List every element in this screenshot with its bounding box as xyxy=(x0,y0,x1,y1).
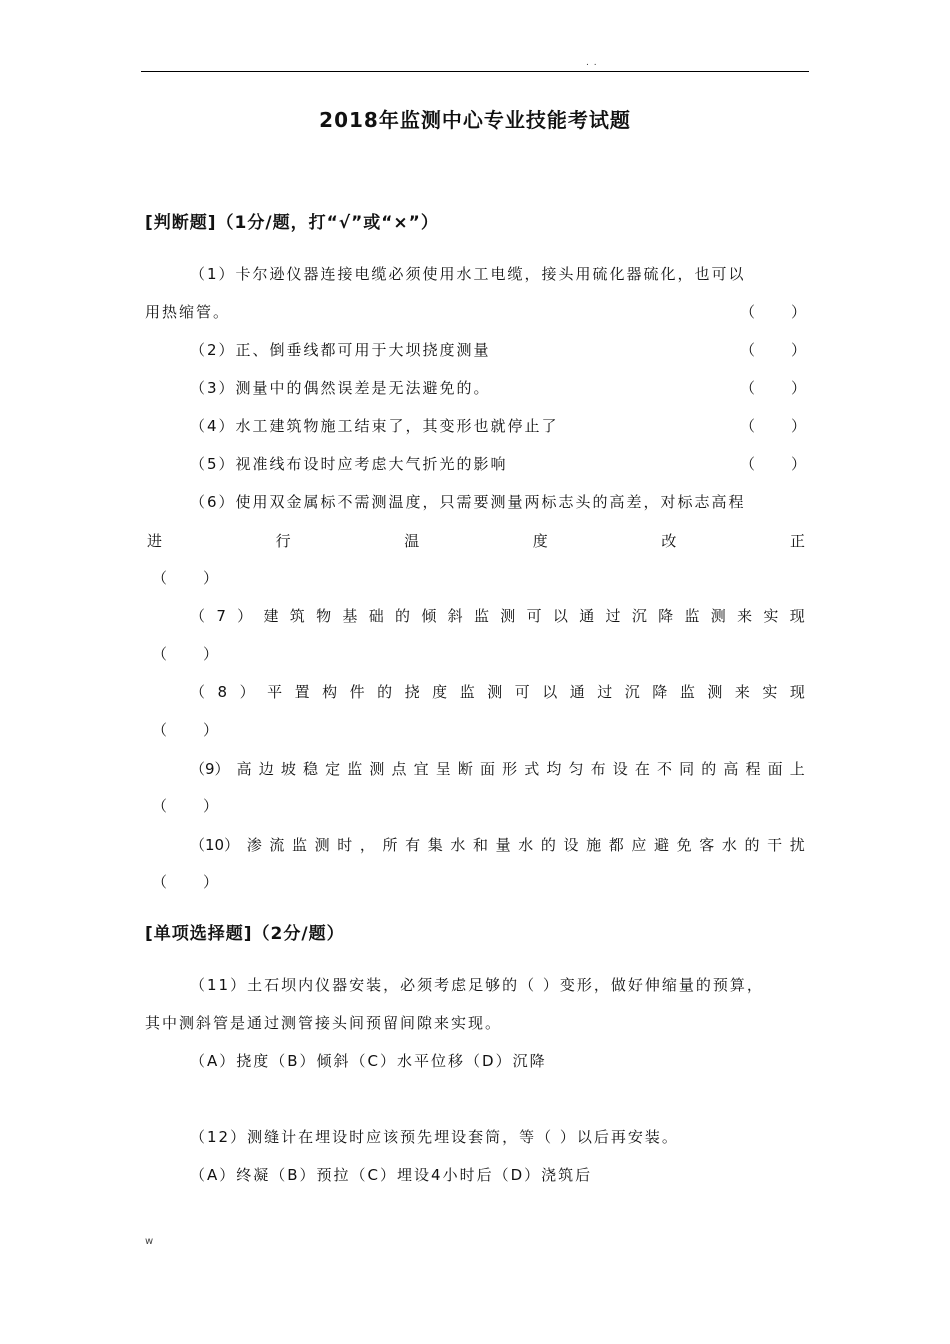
q8-char: 监 xyxy=(679,683,695,701)
q9-char: （9） xyxy=(190,760,230,778)
q10-char: （10） xyxy=(190,836,240,854)
q10-char: 有 xyxy=(405,836,421,854)
question-12: （12）测缝计在埋设时应该预先埋设套筒，等（ ）以后再安装。 xyxy=(190,1128,679,1146)
q7-char: 沉 xyxy=(631,607,647,625)
q10-char: 时 xyxy=(337,836,353,854)
q10-char: 水 xyxy=(450,836,466,854)
q8-char: 监 xyxy=(459,683,475,701)
answer-blank-q10 xyxy=(152,872,218,892)
q9-char: 设 xyxy=(612,760,628,778)
q10-char: 免 xyxy=(676,836,692,854)
q10-char: 和 xyxy=(472,836,488,854)
question-7 xyxy=(190,606,805,626)
paren-close: ） xyxy=(202,721,218,739)
q7-char: 础 xyxy=(368,607,384,625)
paren-open: （ xyxy=(740,379,756,397)
q7-char: 斜 xyxy=(447,607,463,625)
paren-open: （ xyxy=(740,341,756,359)
q10-char: 量 xyxy=(495,836,511,854)
q7-char: 现 xyxy=(789,607,805,625)
q8-char: 通 xyxy=(569,683,585,701)
q8-char: 现 xyxy=(789,683,805,701)
q9-char: 断 xyxy=(457,760,473,778)
q7-char: 监 xyxy=(473,607,489,625)
paren-close: ） xyxy=(202,645,218,663)
q9-char: 匀 xyxy=(568,760,584,778)
q7-char: 物 xyxy=(316,607,332,625)
q9-char: 测 xyxy=(369,760,385,778)
q6-char: 正 xyxy=(789,532,805,550)
q7-char: 的 xyxy=(395,607,411,625)
q7-char: 通 xyxy=(579,607,595,625)
answer-blank-q5 xyxy=(740,454,806,474)
question-11-options: （A）挠度（B）倾斜（C）水平位移（D）沉降 xyxy=(190,1052,547,1070)
q10-char: 施 xyxy=(586,836,602,854)
q6-char: 进 xyxy=(147,532,163,550)
paren-open: （ xyxy=(740,303,756,321)
q8-char: 实 xyxy=(762,683,778,701)
q10-char: 干 xyxy=(767,836,783,854)
answer-blank-q8 xyxy=(152,720,218,740)
q8-char: 测 xyxy=(487,683,503,701)
paren-close: ） xyxy=(202,797,218,815)
section-heading-judge: [判断题]（1分/题，打“√”或“×”） xyxy=(145,213,439,233)
answer-blank-q9 xyxy=(152,796,218,816)
q9-char: 坡 xyxy=(280,760,296,778)
question-1-line-1: （1）卡尔逊仪器连接电缆必须使用水工电缆，接头用硫化器硫化，也可以 xyxy=(190,265,746,283)
q9-char: 呈 xyxy=(435,760,451,778)
answer-blank-q2 xyxy=(740,340,806,360)
q9-char: 稳 xyxy=(303,760,319,778)
q7-char: 降 xyxy=(658,607,674,625)
paren-close: ） xyxy=(790,455,806,473)
q10-char: 流 xyxy=(269,836,285,854)
q8-char: 测 xyxy=(707,683,723,701)
section-heading-choice: [单项选择题]（2分/题） xyxy=(145,924,345,944)
question-6-line-1: （6）使用双金属标不需测温度，只需要测量两标志头的高差，对标志高程 xyxy=(190,493,746,511)
answer-blank-q3 xyxy=(740,378,806,398)
q7-char: 来 xyxy=(737,607,753,625)
q9-char: 定 xyxy=(325,760,341,778)
q7-char: 基 xyxy=(342,607,358,625)
q10-char: 测 xyxy=(314,836,330,854)
header-rule xyxy=(141,71,809,72)
q9-char: 同 xyxy=(679,760,695,778)
q8-char: 的 xyxy=(377,683,393,701)
paren-open: （ xyxy=(152,721,168,739)
q9-char: 在 xyxy=(634,760,650,778)
paren-close: ） xyxy=(790,341,806,359)
q10-char: 水 xyxy=(518,836,534,854)
q7-char: 监 xyxy=(684,607,700,625)
q9-char: 面 xyxy=(480,760,496,778)
q8-char: 来 xyxy=(734,683,750,701)
paren-close: ） xyxy=(202,569,218,587)
q8-char: 沉 xyxy=(624,683,640,701)
q9-char: 的 xyxy=(701,760,717,778)
q10-char: 客 xyxy=(699,836,715,854)
q8-char: （ xyxy=(190,683,206,701)
q8-char: 挠 xyxy=(404,683,420,701)
q7-char: 倾 xyxy=(421,607,437,625)
paren-close: ） xyxy=(790,303,806,321)
paren-close: ） xyxy=(202,873,218,891)
paren-open: （ xyxy=(152,645,168,663)
question-4: （4）水工建筑物施工结束了，其变形也就停止了 xyxy=(190,417,559,435)
q10-char: 渗 xyxy=(246,836,262,854)
question-11-line-2: 其中测斜管是通过测管接头间预留间隙来实现。 xyxy=(145,1014,503,1032)
q10-char: 的 xyxy=(540,836,556,854)
q9-char: 布 xyxy=(590,760,606,778)
q8-char: 8 xyxy=(217,683,228,701)
q10-char: 扰 xyxy=(789,836,805,854)
q7-char: 测 xyxy=(710,607,726,625)
paren-close: ） xyxy=(790,417,806,435)
q9-char: 监 xyxy=(347,760,363,778)
q7-char: 建 xyxy=(263,607,279,625)
q8-char: 件 xyxy=(349,683,365,701)
answer-blank-q1 xyxy=(740,302,806,322)
q10-char: 水 xyxy=(721,836,737,854)
q8-char: 平 xyxy=(267,683,283,701)
question-2: （2）正、倒垂线都可用于大坝挠度测量 xyxy=(190,341,491,359)
paren-close: ） xyxy=(790,379,806,397)
question-1-line-2: 用热缩管。 xyxy=(145,303,231,321)
q7-char: 以 xyxy=(552,607,568,625)
paren-open: （ xyxy=(740,417,756,435)
question-10 xyxy=(190,835,805,855)
q10-char: 避 xyxy=(653,836,669,854)
q9-char: 高 xyxy=(236,760,252,778)
page-footer-mark: w xyxy=(145,1236,154,1247)
question-9 xyxy=(190,759,805,779)
q7-char: 筑 xyxy=(289,607,305,625)
q10-char: 监 xyxy=(291,836,307,854)
q8-char: 降 xyxy=(652,683,668,701)
q9-char: 均 xyxy=(546,760,562,778)
q9-char: 上 xyxy=(789,760,805,778)
q10-char: 设 xyxy=(563,836,579,854)
q8-char: 可 xyxy=(514,683,530,701)
header-dots: . . xyxy=(586,58,598,68)
q8-char: 置 xyxy=(294,683,310,701)
q8-char: 度 xyxy=(432,683,448,701)
q9-char: 不 xyxy=(657,760,673,778)
q9-char: 程 xyxy=(745,760,761,778)
q9-char: 形 xyxy=(502,760,518,778)
paren-open: （ xyxy=(152,873,168,891)
q10-char: 都 xyxy=(608,836,624,854)
q6-char: 温 xyxy=(404,532,420,550)
answer-blank-q6 xyxy=(152,568,218,588)
q8-char: 构 xyxy=(322,683,338,701)
q10-char: 集 xyxy=(427,836,443,854)
q8-char: 以 xyxy=(542,683,558,701)
paren-open: （ xyxy=(740,455,756,473)
q7-char: （ xyxy=(190,607,206,625)
question-5: （5）视准线布设时应考虑大气折光的影响 xyxy=(190,455,508,473)
q6-char: 改 xyxy=(661,532,677,550)
q9-char: 点 xyxy=(391,760,407,778)
answer-blank-q4 xyxy=(740,416,806,436)
q10-char: 所 xyxy=(382,836,398,854)
question-3: （3）测量中的偶然误差是无法避免的。 xyxy=(190,379,491,397)
question-8 xyxy=(190,682,805,702)
q7-char: 测 xyxy=(500,607,516,625)
q8-char: ） xyxy=(239,683,255,701)
q9-char: 面 xyxy=(767,760,783,778)
answer-blank-q7 xyxy=(152,644,218,664)
q6-char: 行 xyxy=(275,532,291,550)
q9-char: 宜 xyxy=(413,760,429,778)
q8-char: 过 xyxy=(597,683,613,701)
q10-char: 的 xyxy=(744,836,760,854)
q9-char: 边 xyxy=(258,760,274,778)
question-6-line-2 xyxy=(147,531,805,551)
q7-char: 过 xyxy=(605,607,621,625)
q7-char: ） xyxy=(237,607,253,625)
q9-char: 式 xyxy=(524,760,540,778)
q7-char: 实 xyxy=(763,607,779,625)
q10-char: 应 xyxy=(631,836,647,854)
q9-char: 高 xyxy=(723,760,739,778)
page-title: 2018年监测中心专业技能考试题 xyxy=(319,108,631,132)
question-11-line-1: （11）土石坝内仪器安装，必须考虑足够的（ ）变形，做好伸缩量的预算， xyxy=(190,976,764,994)
q6-char: 度 xyxy=(532,532,548,550)
paren-open: （ xyxy=(152,569,168,587)
q10-char: ， xyxy=(359,836,375,854)
q7-char: 7 xyxy=(216,607,226,625)
paren-open: （ xyxy=(152,797,168,815)
q7-char: 可 xyxy=(526,607,542,625)
question-12-options: （A）终凝（B）预拉（C）埋设4小时后（D）浇筑后 xyxy=(190,1166,593,1184)
